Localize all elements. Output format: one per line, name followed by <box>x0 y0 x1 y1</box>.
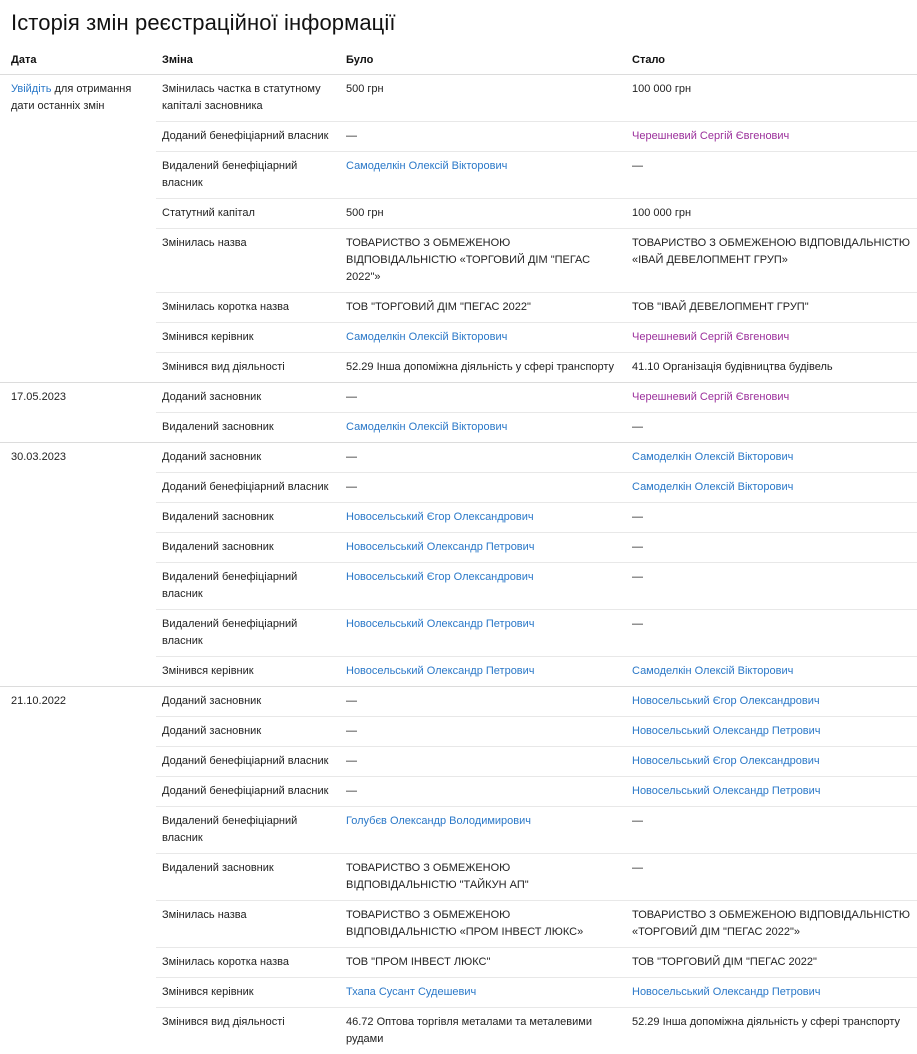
became-value-cell <box>626 533 917 563</box>
person-link[interactable]: Самоделкін Олексій Вікторович <box>346 331 507 343</box>
person-link[interactable]: Самоделкін Олексій Вікторович <box>346 160 507 172</box>
became-value: 52.29 Інша допоміжна діяльність у сфері транспорту <box>632 1016 900 1028</box>
change-type: Видалений бенефіціарний власник <box>156 807 340 854</box>
was-value: — <box>346 391 357 403</box>
date-cell <box>0 747 156 777</box>
table-row <box>0 152 917 199</box>
change-type: Змінився керівник <box>156 978 340 1008</box>
table-row <box>0 533 917 563</box>
table-row <box>0 503 917 533</box>
change-type: Видалений засновник <box>156 413 340 443</box>
became-value: — <box>632 618 643 630</box>
became-value: — <box>632 421 643 433</box>
change-type: Видалений засновник <box>156 503 340 533</box>
change-type: Змінився вид діяльності <box>156 353 340 383</box>
became-value-cell <box>626 563 917 610</box>
table-row <box>0 413 917 443</box>
date-cell <box>0 152 156 199</box>
became-value: — <box>632 160 643 172</box>
change-date: 30.03.2023 <box>11 451 66 463</box>
was-value-cell <box>340 807 626 854</box>
was-value-cell <box>340 152 626 199</box>
was-value-cell <box>340 747 626 777</box>
login-hint-text: для отримання дати останніх змін <box>11 83 131 112</box>
person-link[interactable]: Самоделкін Олексій Вікторович <box>632 481 793 493</box>
became-value: ТОВАРИСТВО З ОБМЕЖЕНОЮ ВІДПОВІДАЛЬНІСТЮ «ТОРГОВИЙ ДІМ "ПЕГАС 2022"» <box>632 909 910 938</box>
date-cell <box>0 1008 156 1054</box>
became-value-cell <box>626 122 917 152</box>
became-value-cell <box>626 687 917 717</box>
header-became: Стало <box>626 46 917 75</box>
change-type: Видалений бенефіціарний власник <box>156 152 340 199</box>
table-row <box>0 122 917 152</box>
change-type: Змінився керівник <box>156 323 340 353</box>
became-value-cell <box>626 75 917 122</box>
table-row <box>0 353 917 383</box>
was-value: — <box>346 785 357 797</box>
was-value-cell <box>340 473 626 503</box>
date-cell <box>0 473 156 503</box>
became-value-cell <box>626 657 917 687</box>
date-cell <box>0 610 156 657</box>
was-value: — <box>346 481 357 493</box>
person-link[interactable]: Новосельський Єгор Олександрович <box>632 695 820 707</box>
person-link[interactable]: Новосельський Єгор Олександрович <box>346 571 534 583</box>
date-cell <box>0 563 156 610</box>
change-type: Видалений бенефіціарний власник <box>156 563 340 610</box>
date-cell <box>0 229 156 293</box>
was-value: ТОВ "ПРОМ ІНВЕСТ ЛЮКС" <box>346 956 490 968</box>
change-type: Доданий бенефіціарний власник <box>156 777 340 807</box>
became-value-cell <box>626 854 917 901</box>
date-cell <box>0 199 156 229</box>
was-value-cell <box>340 563 626 610</box>
date-cell <box>0 323 156 353</box>
became-value-cell <box>626 503 917 533</box>
became-value: ТОВАРИСТВО З ОБМЕЖЕНОЮ ВІДПОВІДАЛЬНІСТЮ «ІВАЙ ДЕВЕЛОПМЕНТ ГРУП» <box>632 237 910 266</box>
change-type: Доданий засновник <box>156 383 340 413</box>
change-type: Доданий засновник <box>156 443 340 473</box>
table-row <box>0 948 917 978</box>
date-cell <box>0 901 156 948</box>
table-header-row <box>0 46 917 75</box>
date-cell <box>0 383 156 413</box>
date-cell <box>0 293 156 323</box>
date-cell <box>0 122 156 152</box>
person-link[interactable]: Новосельський Олександр Петрович <box>632 785 821 797</box>
became-value: — <box>632 862 643 874</box>
was-value-cell <box>340 199 626 229</box>
was-value: — <box>346 725 357 737</box>
date-cell <box>0 807 156 854</box>
was-value-cell <box>340 503 626 533</box>
header-change: Зміна <box>156 46 340 75</box>
date-cell <box>0 75 156 122</box>
person-link[interactable]: Новосельський Олександр Петрович <box>346 618 535 630</box>
date-cell <box>0 948 156 978</box>
was-value: 500 грн <box>346 83 384 95</box>
header-date: Дата <box>0 46 156 75</box>
change-type: Доданий бенефіціарний власник <box>156 747 340 777</box>
was-value-cell <box>340 978 626 1008</box>
change-type: Змінилась назва <box>156 901 340 948</box>
table-row <box>0 777 917 807</box>
page-title: Історія змін реєстраційної інформації <box>11 10 917 36</box>
person-link[interactable]: Черешневий Сергій Євгенович <box>632 130 789 142</box>
was-value: 46.72 Оптова торгівля металами та металевими рудами <box>346 1016 592 1045</box>
was-value-cell <box>340 323 626 353</box>
became-value-cell <box>626 978 917 1008</box>
table-row <box>0 687 917 717</box>
was-value: ТОВ "ТОРГОВИЙ ДІМ "ПЕГАС 2022" <box>346 301 531 313</box>
was-value-cell <box>340 777 626 807</box>
was-value-cell <box>340 353 626 383</box>
became-value: — <box>632 541 643 553</box>
was-value: — <box>346 695 357 707</box>
table-row <box>0 807 917 854</box>
change-type: Змінилась коротка назва <box>156 948 340 978</box>
change-date: 17.05.2023 <box>11 391 66 403</box>
was-value-cell <box>340 533 626 563</box>
date-cell <box>0 443 156 473</box>
change-type: Доданий засновник <box>156 687 340 717</box>
was-value-cell <box>340 122 626 152</box>
was-value-cell <box>340 717 626 747</box>
became-value-cell <box>626 610 917 657</box>
became-value-cell <box>626 443 917 473</box>
table-row <box>0 747 917 777</box>
date-cell <box>0 687 156 717</box>
table-row <box>0 323 917 353</box>
was-value: 52.29 Інша допоміжна діяльність у сфері транспорту <box>346 361 614 373</box>
became-value-cell <box>626 353 917 383</box>
login-link[interactable]: Увійдіть <box>11 83 51 95</box>
change-type: Видалений бенефіціарний власник <box>156 610 340 657</box>
person-link[interactable]: Новосельський Олександр Петрович <box>632 986 821 998</box>
date-cell <box>0 978 156 1008</box>
became-value-cell <box>626 229 917 293</box>
became-value: ТОВ "ІВАЙ ДЕВЕЛОПМЕНТ ГРУП" <box>632 301 809 313</box>
became-value-cell <box>626 293 917 323</box>
change-date: 21.10.2022 <box>11 695 66 707</box>
date-cell <box>0 854 156 901</box>
change-type: Змінилась назва <box>156 229 340 293</box>
was-value-cell <box>340 657 626 687</box>
became-value-cell <box>626 717 917 747</box>
was-value: — <box>346 755 357 767</box>
date-cell <box>0 717 156 747</box>
was-value: ТОВАРИСТВО З ОБМЕЖЕНОЮ ВІДПОВІДАЛЬНІСТЮ "ТАЙКУН АП" <box>346 862 529 891</box>
became-value-cell <box>626 199 917 229</box>
table-row <box>0 229 917 293</box>
became-value-cell <box>626 323 917 353</box>
date-cell <box>0 413 156 443</box>
became-value: 41.10 Організація будівництва будівель <box>632 361 833 373</box>
was-value-cell <box>340 854 626 901</box>
history-table <box>0 46 917 1054</box>
became-value-cell <box>626 777 917 807</box>
person-link[interactable]: Самоделкін Олексій Вікторович <box>346 421 507 433</box>
change-type: Змінилась коротка назва <box>156 293 340 323</box>
change-type: Статутний капітал <box>156 199 340 229</box>
table-body <box>0 75 917 1054</box>
was-value-cell <box>340 443 626 473</box>
table-row <box>0 610 917 657</box>
person-link[interactable]: Новосельський Олександр Петрович <box>346 665 535 677</box>
table-row <box>0 293 917 323</box>
became-value-cell <box>626 473 917 503</box>
change-type: Змінився керівник <box>156 657 340 687</box>
change-type: Доданий бенефіціарний власник <box>156 473 340 503</box>
change-type: Доданий бенефіціарний власник <box>156 122 340 152</box>
header-was: Було <box>340 46 626 75</box>
person-link[interactable]: Новосельський Єгор Олександрович <box>632 755 820 767</box>
table-row <box>0 854 917 901</box>
was-value-cell <box>340 75 626 122</box>
became-value: ТОВ "ТОРГОВИЙ ДІМ "ПЕГАС 2022" <box>632 956 817 968</box>
was-value-cell <box>340 948 626 978</box>
date-cell <box>0 533 156 563</box>
table-row <box>0 199 917 229</box>
table-row <box>0 717 917 747</box>
was-value-cell <box>340 413 626 443</box>
became-value: — <box>632 511 643 523</box>
person-link[interactable]: Самоделкін Олексій Вікторович <box>632 665 793 677</box>
became-value: 100 000 грн <box>632 207 691 219</box>
became-value: — <box>632 815 643 827</box>
table-row <box>0 563 917 610</box>
person-link[interactable]: Тхапа Сусант Судешевич <box>346 986 476 998</box>
date-cell <box>0 503 156 533</box>
person-link[interactable]: Самоделкін Олексій Вікторович <box>632 451 793 463</box>
was-value: 500 грн <box>346 207 384 219</box>
date-cell <box>0 353 156 383</box>
person-link[interactable]: Новосельський Олександр Петрович <box>346 541 535 553</box>
change-type: Змінився вид діяльності <box>156 1008 340 1054</box>
person-link[interactable]: Голубєв Олександр Володимирович <box>346 815 531 827</box>
table-row <box>0 443 917 473</box>
was-value-cell <box>340 383 626 413</box>
was-value-cell <box>340 687 626 717</box>
was-value-cell <box>340 293 626 323</box>
became-value: — <box>632 571 643 583</box>
table-row <box>0 978 917 1008</box>
table-row <box>0 473 917 503</box>
became-value-cell <box>626 383 917 413</box>
was-value: — <box>346 451 357 463</box>
was-value-cell <box>340 1008 626 1054</box>
became-value-cell <box>626 1008 917 1054</box>
became-value-cell <box>626 807 917 854</box>
became-value: 100 000 грн <box>632 83 691 95</box>
was-value-cell <box>340 610 626 657</box>
person-link[interactable]: Новосельський Єгор Олександрович <box>346 511 534 523</box>
was-value: — <box>346 130 357 142</box>
change-type: Видалений засновник <box>156 533 340 563</box>
was-value: ТОВАРИСТВО З ОБМЕЖЕНОЮ ВІДПОВІДАЛЬНІСТЮ «ПРОМ ІНВЕСТ ЛЮКС» <box>346 909 583 938</box>
table-row <box>0 1008 917 1054</box>
table-row <box>0 75 917 122</box>
change-type: Доданий засновник <box>156 717 340 747</box>
was-value: ТОВАРИСТВО З ОБМЕЖЕНОЮ ВІДПОВІДАЛЬНІСТЮ «ТОРГОВИЙ ДІМ "ПЕГАС 2022"» <box>346 237 590 283</box>
person-link[interactable]: Черешневий Сергій Євгенович <box>632 391 789 403</box>
became-value-cell <box>626 413 917 443</box>
change-type: Видалений засновник <box>156 854 340 901</box>
person-link[interactable]: Новосельський Олександр Петрович <box>632 725 821 737</box>
change-type: Змінилась частка в статутному капіталі засновника <box>156 75 340 122</box>
was-value-cell <box>340 901 626 948</box>
became-value-cell <box>626 901 917 948</box>
table-row <box>0 383 917 413</box>
became-value-cell <box>626 747 917 777</box>
table-row <box>0 901 917 948</box>
was-value-cell <box>340 229 626 293</box>
became-value-cell <box>626 152 917 199</box>
person-link[interactable]: Черешневий Сергій Євгенович <box>632 331 789 343</box>
date-cell <box>0 657 156 687</box>
date-cell <box>0 777 156 807</box>
table-row <box>0 657 917 687</box>
became-value-cell <box>626 948 917 978</box>
